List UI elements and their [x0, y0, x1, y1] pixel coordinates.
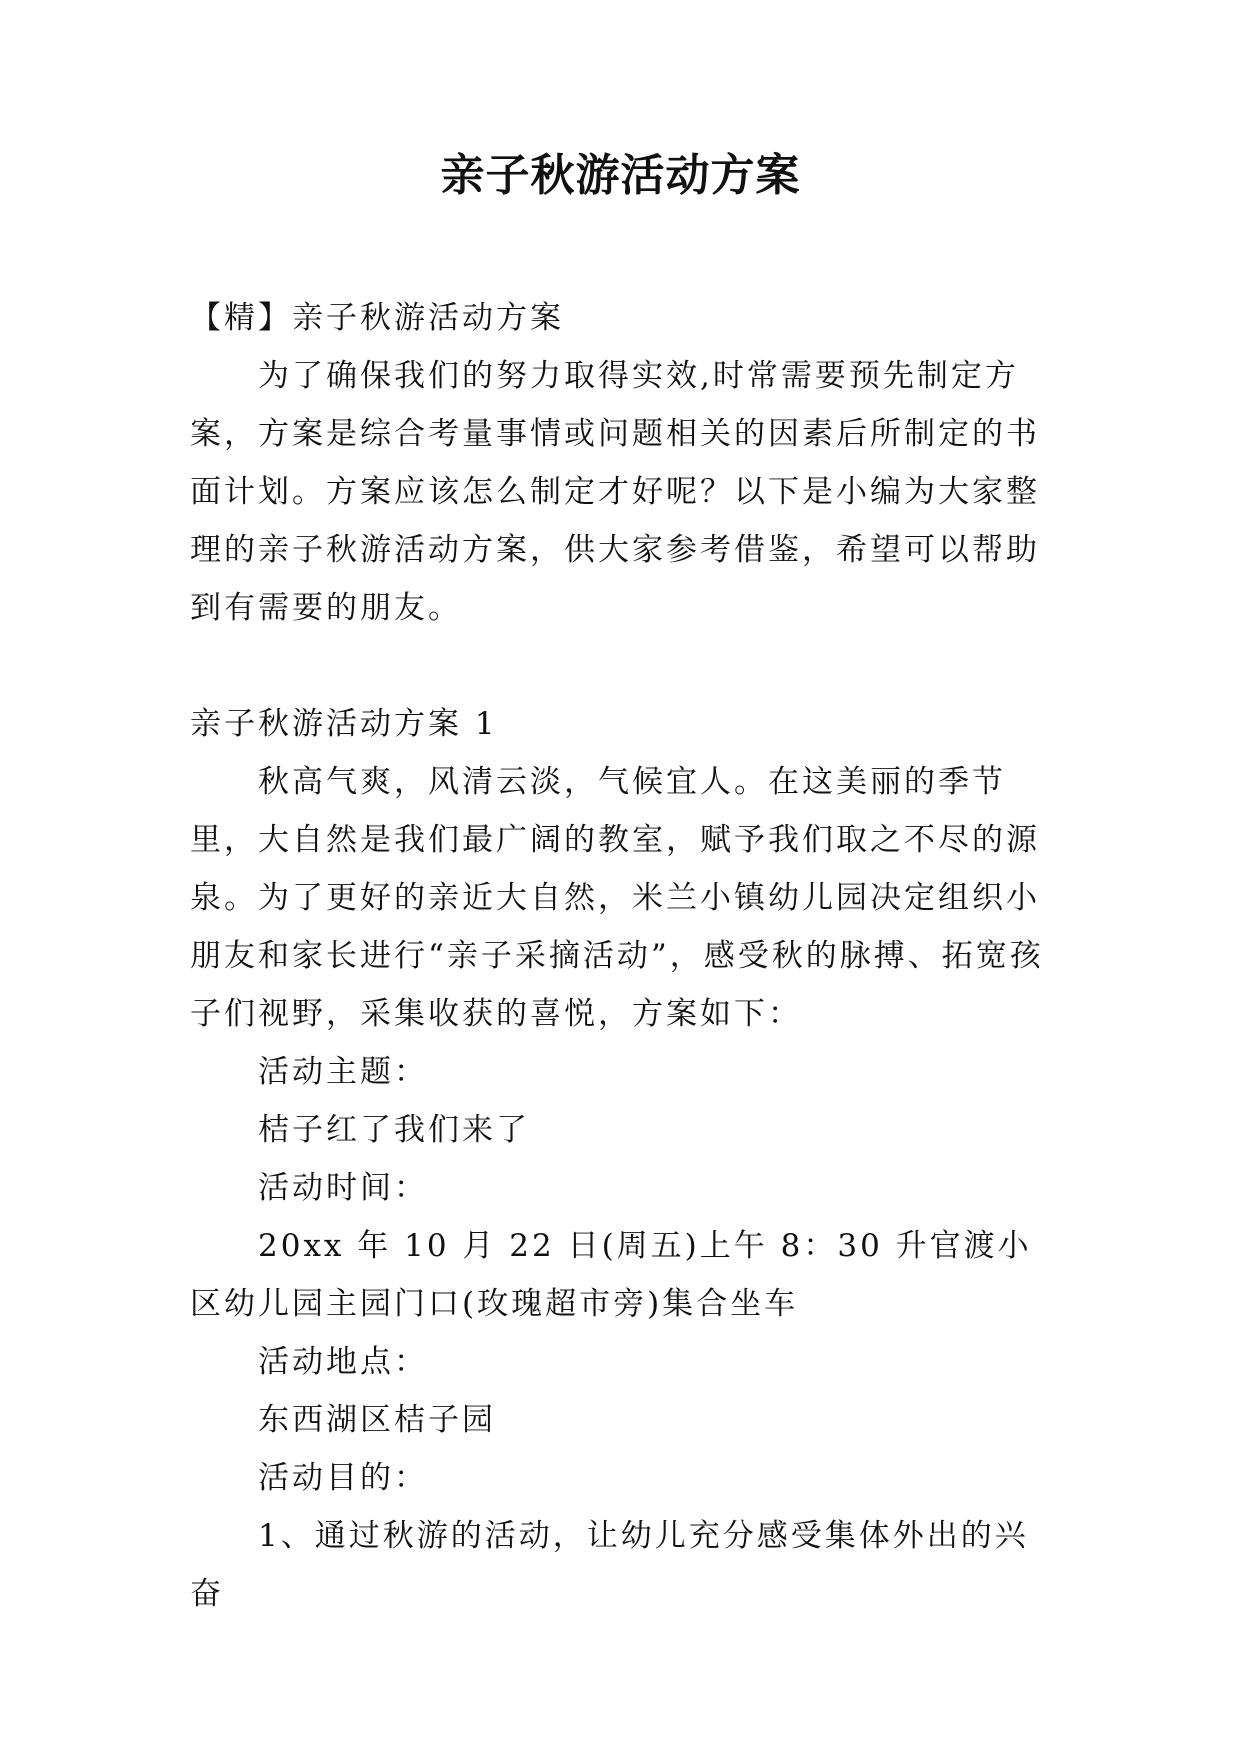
section-title: 亲子秋游活动方案 1 [190, 706, 498, 742]
goal-label: 活动目的： [258, 1460, 428, 1496]
theme-value: 桔子红了我们来了 [258, 1112, 530, 1148]
place-label: 活动地点： [258, 1344, 428, 1380]
place-value: 东西湖区桔子园 [258, 1402, 496, 1438]
intro-paragraph: 为了确保我们的努力取得实效,时常需要预先制定方案，方案是综合考量事情或问题相关的因素后所制定的书面计划。方案应该怎么制定才好呢？以下是小编为大家整理的亲子秋游活动方案，供大家参考借鉴，希望可以帮助到有需要的朋友。 [190, 358, 1040, 626]
theme-label: 活动主题： [258, 1054, 428, 1090]
document-body [190, 289, 1056, 1623]
time-label: 活动时间： [258, 1170, 428, 1206]
section-intro-paragraph: 秋高气爽，风清云淡，气候宜人。在这美丽的季节里，大自然是我们最广阔的教室，赋予我们取之不尽的源泉。为了更好的亲近大自然，米兰小镇幼儿园决定组织小朋友和家长进行“亲子采摘活动”，感受秋的脉搏、拓宽孩子们视野，采集收获的喜悦，方案如下： [190, 764, 1044, 1032]
time-value: 20xx 年 10 月 22 日(周五)上午 8：30 升官渡小区幼儿园主园门口(玫瑰超市旁)集合坐车 [190, 1228, 1032, 1322]
goal-item-1: 1、通过秋游的活动，让幼儿充分感受集体外出的兴奋 [190, 1518, 1029, 1612]
document-heading: 【精】亲子秋游活动方案 [190, 300, 564, 336]
document-title: 亲子秋游活动方案 [440, 150, 801, 201]
